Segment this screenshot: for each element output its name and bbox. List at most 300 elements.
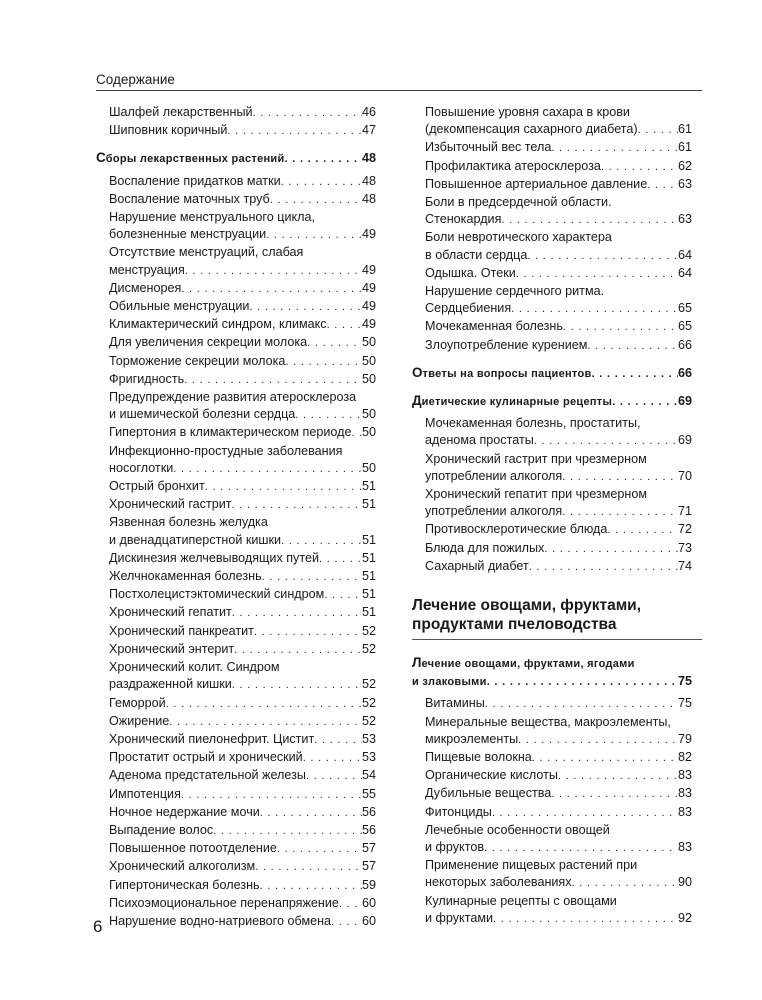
dot-leader	[516, 266, 678, 283]
toc-entry-text: Одышка. Отеки	[425, 265, 516, 280]
toc-entry-page: 51	[361, 497, 376, 512]
dot-leader	[234, 642, 362, 659]
toc-entry-row	[109, 913, 376, 931]
toc-entry-line: Хронический гастрит при чрезмерном	[425, 451, 647, 466]
toc-entry[interactable]	[412, 714, 692, 749]
toc-entry-page: 48	[361, 191, 376, 206]
section-initial: С	[96, 150, 106, 166]
toc-entry[interactable]	[96, 209, 376, 244]
toc-entry-text: (декомпенсация сахарного диабета)	[425, 122, 638, 137]
toc-entry-row	[109, 460, 376, 478]
toc-entry-title	[425, 265, 516, 282]
toc-entry-row	[109, 641, 376, 659]
toc-entry-line: Лечебные особенности овощей	[425, 822, 610, 837]
toc-entry-title	[425, 211, 501, 228]
dot-leader	[612, 394, 678, 411]
toc-entry-row	[109, 316, 376, 334]
dot-leader	[213, 823, 362, 840]
toc-entry-text: Ночное недержание мочи	[109, 804, 260, 819]
header-rule	[96, 90, 702, 91]
toc-entry-page: 49	[361, 317, 376, 332]
toc-entry-page: 51	[361, 569, 376, 584]
toc-entry-row	[425, 785, 692, 803]
dot-leader	[331, 914, 362, 931]
toc-entry-title	[109, 895, 339, 912]
toc-entry-row	[425, 265, 692, 283]
toc-entry[interactable]	[96, 443, 376, 478]
toc-entry-row	[109, 767, 376, 785]
dot-leader	[592, 366, 678, 383]
toc-entry-line: Повышение уровня сахара в крови	[425, 105, 630, 119]
section-initial: О	[412, 364, 423, 380]
dot-leader	[562, 469, 678, 486]
toc-entry-row	[425, 337, 692, 355]
toc-entry[interactable]	[96, 731, 376, 749]
toc-entry[interactable]	[412, 822, 692, 857]
dot-leader	[232, 605, 362, 622]
toc-entry-text: Злоупотребление курением	[425, 337, 588, 352]
toc-entry-row	[425, 247, 692, 265]
dot-leader	[166, 696, 362, 713]
toc-entry-title	[109, 280, 181, 297]
dot-leader	[551, 140, 678, 157]
toc-entry[interactable]	[96, 191, 376, 209]
toc-entry[interactable]	[96, 173, 376, 191]
toc-entry-page: 55	[361, 786, 376, 801]
toc-entry[interactable]	[96, 298, 376, 316]
toc-entry-text: болезненные менструации	[109, 227, 267, 242]
toc-entry-page: 47	[361, 123, 376, 138]
toc-entry[interactable]	[412, 857, 692, 892]
toc-entry-row	[109, 104, 376, 122]
toc-entry-row	[109, 371, 376, 389]
dot-leader	[558, 768, 678, 785]
toc-entry-page: 61	[677, 140, 692, 155]
toc-entry-row	[109, 226, 376, 244]
toc-entry-title	[109, 749, 303, 766]
toc-entry-row	[109, 532, 376, 550]
dot-leader	[249, 299, 362, 316]
toc-entry-title	[109, 786, 181, 803]
toc-entry-page: 83	[677, 768, 692, 783]
dot-leader	[232, 497, 362, 514]
toc-entry-page: 83	[677, 786, 692, 801]
toc-entry-title	[109, 695, 166, 712]
toc-entry-page: 64	[677, 247, 692, 262]
toc-entry[interactable]	[96, 514, 376, 549]
toc-entry-title	[109, 406, 295, 423]
toc-entry-text: Шалфей лекарственный	[109, 105, 253, 119]
toc-entry[interactable]	[412, 176, 692, 194]
toc-entry-line: Боли невротического характера	[425, 230, 612, 245]
dot-leader	[534, 433, 678, 450]
toc-entry[interactable]	[96, 280, 376, 298]
toc-entry[interactable]	[412, 695, 692, 713]
toc-entry-title	[412, 364, 592, 383]
toc-entry-line: Отсутствие менструаций, слабая	[109, 245, 304, 260]
toc-entry-row	[109, 280, 376, 298]
toc-entry-page: 49	[361, 299, 376, 314]
toc-entry-page: 64	[677, 265, 692, 280]
toc-entry[interactable]	[96, 877, 376, 895]
section-initial: Л	[412, 655, 422, 670]
toc-entry-title	[109, 767, 306, 784]
toc-entry-row	[425, 695, 692, 713]
toc-entry-title	[412, 673, 487, 691]
dot-leader	[351, 425, 362, 442]
toc-entry[interactable]	[412, 893, 692, 928]
dot-leader	[492, 805, 678, 822]
toc-entry-text: Гипертоническая болезнь	[109, 877, 260, 892]
toc-entry-page: 79	[677, 731, 692, 746]
toc-entry-text: Аденома предстательной железы	[109, 768, 306, 783]
dot-leader	[324, 587, 362, 604]
toc-entry[interactable]	[96, 659, 376, 694]
part-title	[412, 596, 702, 634]
toc-entry-page: 83	[677, 804, 692, 819]
toc-entry-row	[109, 173, 376, 191]
toc-entry-title	[109, 191, 270, 208]
toc-entry-row	[425, 468, 692, 486]
toc-entry[interactable]	[412, 283, 692, 318]
toc-entry-row	[412, 364, 692, 383]
toc-entry-text: Острый бронхит	[109, 479, 205, 494]
toc-entry-page: 60	[361, 913, 376, 928]
toc-entry-row	[109, 424, 376, 442]
section-title-rest: ечение овощами, фруктами, ягодами	[421, 658, 635, 670]
toc-entry[interactable]	[96, 604, 376, 622]
toc-entry-title	[425, 804, 492, 821]
toc-entry[interactable]	[96, 244, 376, 279]
toc-entry-text: и фруктами	[425, 910, 494, 925]
toc-entry-row	[109, 353, 376, 371]
dot-leader	[529, 559, 678, 576]
dot-leader	[277, 841, 362, 858]
toc-entry-text: Воспаление маточных труб	[109, 191, 270, 206]
toc-entry-row	[425, 300, 692, 318]
section-title-line	[412, 654, 692, 673]
toc-entry-text: Геморрой	[109, 695, 166, 710]
toc-entry-row	[425, 767, 692, 785]
toc-entry-text: Импотенция	[109, 786, 181, 801]
toc-entry-text: Фригидность	[109, 371, 185, 386]
toc-entry-text: Обильные менструации	[109, 299, 250, 314]
dot-leader	[327, 317, 362, 334]
toc-entry[interactable]	[96, 122, 376, 140]
dot-leader	[262, 569, 362, 586]
toc-entry-page: 74	[677, 558, 692, 573]
toc-entry[interactable]	[96, 478, 376, 496]
toc-entry[interactable]	[96, 786, 376, 804]
toc-entry-text: Дискинезия желчевыводящих путей	[109, 550, 320, 565]
toc-entry-title	[96, 149, 285, 168]
toc-entry-page: 62	[677, 158, 692, 173]
toc-entry[interactable]	[412, 104, 692, 139]
toc-entry-title	[109, 460, 173, 477]
toc-entry-text: и фруктов	[425, 840, 485, 855]
toc-entry-text: Выпадение волос	[109, 822, 214, 837]
toc-entry-text: Хронический панкреатит	[109, 623, 254, 638]
dot-leader	[185, 263, 362, 280]
toc-entry-row	[109, 604, 376, 622]
toc-entry-page: 52	[361, 641, 376, 656]
toc-entry-row	[425, 211, 692, 229]
toc-entry[interactable]	[412, 558, 692, 576]
toc-entry-title	[425, 176, 647, 193]
toc-entry-text: Органические кислоты	[425, 768, 558, 783]
toc-entry-title	[425, 695, 485, 712]
dot-leader	[173, 461, 362, 478]
toc-entry-page: 66	[677, 337, 692, 352]
dot-leader	[306, 768, 362, 785]
toc-entry[interactable]	[412, 265, 692, 283]
toc-entry-title	[425, 158, 601, 175]
dot-leader	[270, 192, 362, 209]
toc-entry-title	[109, 532, 281, 549]
toc-entry-row	[412, 673, 692, 691]
toc-entry[interactable]	[412, 337, 692, 355]
toc-entry-row	[109, 731, 376, 749]
toc-entry[interactable]	[96, 353, 376, 371]
toc-entry[interactable]	[96, 586, 376, 604]
toc-entry-text: Избыточный вес тела	[425, 140, 552, 155]
toc-entry-row	[425, 318, 692, 336]
toc-entry[interactable]	[412, 785, 692, 803]
toc-entry-text: Хронический гастрит	[109, 497, 232, 512]
toc-entry-text: Блюда для пожилых	[425, 540, 545, 555]
toc-entry-title	[109, 262, 185, 279]
toc-entry-row	[425, 749, 692, 767]
toc-entry-page: 53	[361, 731, 376, 746]
toc-entry[interactable]	[96, 550, 376, 568]
toc-entry-title	[109, 316, 327, 333]
toc-entry-title	[109, 731, 314, 748]
dot-leader	[484, 840, 678, 857]
dot-leader	[485, 696, 678, 713]
toc-entry[interactable]	[412, 139, 692, 157]
toc-entry-page: 69	[677, 433, 692, 448]
toc-entry[interactable]	[96, 913, 376, 931]
toc-entry-text: Дубильные вещества	[425, 786, 552, 801]
toc-entry-page: 69	[677, 394, 692, 409]
toc-entry-line: Применение пищевых растений при	[425, 858, 638, 873]
dot-leader	[181, 281, 362, 298]
dot-leader	[647, 177, 678, 194]
dot-leader	[260, 878, 362, 895]
toc-entry-title	[425, 247, 527, 264]
toc-entry[interactable]	[96, 568, 376, 586]
toc-entry[interactable]	[412, 749, 692, 767]
toc-entry-title	[425, 318, 563, 335]
dot-leader	[285, 151, 362, 168]
toc-entry[interactable]	[96, 641, 376, 659]
toc-entry-page: 90	[677, 875, 692, 890]
toc-entry-row	[425, 521, 692, 539]
toc-entry-line: Язвенная болезнь желудка	[109, 515, 268, 530]
toc-entry-row	[109, 478, 376, 496]
toc-entry[interactable]	[96, 858, 376, 876]
toc-entry-text: Хронический алкоголизм	[109, 859, 256, 874]
dot-leader	[544, 541, 678, 558]
toc-entry-text: Пищевые волокна	[425, 750, 532, 765]
toc-entry[interactable]	[96, 804, 376, 822]
toc-entry-row	[109, 298, 376, 316]
toc-entry[interactable]	[412, 318, 692, 336]
toc-entry-page: 61	[677, 122, 692, 137]
toc-entry-title	[109, 496, 232, 513]
toc-section[interactable]	[96, 149, 376, 168]
toc-entry-page: 48	[361, 151, 376, 166]
toc-entry[interactable]	[96, 623, 376, 641]
toc-entry[interactable]	[412, 767, 692, 785]
toc-entry[interactable]	[96, 371, 376, 389]
toc-entry-title	[425, 139, 551, 156]
toc-entry-line: Хронический колит. Синдром	[109, 660, 280, 675]
dot-leader	[254, 624, 362, 641]
toc-entry-row	[425, 176, 692, 194]
toc-entry-page: 66	[677, 365, 692, 380]
toc-entry-title	[109, 623, 254, 640]
part-title-line: продуктами пчеловодства	[412, 616, 617, 633]
toc-entry[interactable]	[96, 749, 376, 767]
toc-entry-page: 49	[361, 227, 376, 242]
toc-entry-page: 50	[361, 407, 376, 422]
dot-leader	[601, 159, 678, 176]
toc-entry-page: 53	[361, 750, 376, 765]
dot-leader	[260, 805, 362, 822]
toc-entry-row	[109, 877, 376, 895]
toc-entry-row	[109, 623, 376, 641]
toc-entry-title	[109, 604, 232, 621]
toc-entry-row	[109, 568, 376, 586]
toc-entry-page: 59	[361, 877, 376, 892]
toc-entry-page: 56	[361, 822, 376, 837]
toc-entry-row	[425, 121, 692, 139]
toc-entry[interactable]	[412, 229, 692, 264]
toc-entry-text: Психоэмоциональное перенапряжение	[109, 895, 339, 910]
toc-entry-row	[109, 895, 376, 913]
toc-entry[interactable]	[96, 389, 376, 424]
toc-entry[interactable]	[96, 840, 376, 858]
toc-entry-title	[109, 226, 266, 243]
dot-leader	[638, 122, 678, 139]
toc-entry-row	[425, 503, 692, 521]
toc-entry-text: Витамины	[425, 696, 485, 711]
dot-leader	[587, 338, 678, 355]
dot-leader	[572, 875, 678, 892]
toc-entry[interactable]	[96, 104, 376, 122]
toc-entry-line: Минеральные вещества, макроэлементы,	[425, 714, 671, 729]
section-title-rest: иетические кулинарные рецепты	[421, 396, 613, 409]
toc-entry[interactable]	[412, 194, 692, 229]
toc-entry-title	[425, 749, 532, 766]
toc-entry[interactable]	[412, 521, 692, 539]
toc-entry[interactable]	[96, 822, 376, 840]
toc-entry-text: менструация	[109, 262, 185, 277]
toc-entry-row	[109, 695, 376, 713]
toc-entry[interactable]	[96, 767, 376, 785]
dot-leader	[227, 123, 362, 140]
toc-entry-line: Кулинарные рецепты с овощами	[425, 893, 617, 908]
toc-entry-page: 51	[361, 550, 376, 565]
toc-entry-text: Хронический пиелонефрит. Цистит	[109, 731, 315, 746]
toc-entry-page: 63	[677, 176, 692, 191]
dot-leader	[314, 732, 362, 749]
toc-entry-text: и ишемической болезни сердца	[109, 407, 296, 422]
dot-leader	[281, 174, 362, 191]
toc-entry-text: в области сердца	[425, 247, 528, 262]
part-title-line: Лечение овощами, фруктами,	[412, 597, 642, 614]
dot-leader	[562, 504, 678, 521]
toc-entry-page: 82	[677, 750, 692, 765]
toc-entry[interactable]	[412, 540, 692, 558]
toc-section[interactable]	[412, 654, 692, 691]
dot-leader	[266, 227, 362, 244]
toc-section[interactable]	[412, 364, 692, 383]
toc-entry[interactable]	[412, 415, 692, 450]
toc-entry-line: Мочекаменная болезнь, простатиты,	[425, 416, 641, 431]
toc-entry-row	[412, 392, 692, 411]
toc-entry-title	[425, 785, 551, 802]
toc-entry-line: Боли в предсердечной области.	[425, 195, 612, 210]
dot-leader	[487, 674, 678, 691]
dot-leader	[532, 750, 678, 767]
toc-entry-title	[425, 767, 558, 784]
toc-entry-page: 51	[361, 587, 376, 602]
toc-entry-page: 65	[677, 319, 692, 334]
dot-leader	[501, 212, 678, 229]
toc-entry-row	[109, 804, 376, 822]
toc-entry[interactable]	[96, 895, 376, 913]
toc-entry[interactable]	[412, 451, 692, 486]
toc-entry-text: употреблении алкоголя	[425, 468, 563, 483]
dot-leader	[232, 677, 362, 694]
toc-entry-text: Нарушение водно-натриевого обмена	[109, 913, 332, 928]
toc-entry-text: Хронический энтерит	[109, 641, 235, 656]
dot-leader	[255, 859, 362, 876]
toc-entry-title	[109, 353, 285, 370]
toc-entry-page: 49	[361, 262, 376, 277]
toc-entry-row	[425, 804, 692, 822]
toc-entry-page: 60	[361, 895, 376, 910]
toc-entry-page: 46	[361, 105, 376, 119]
toc-entry-row	[96, 149, 376, 168]
toc-entry-title	[109, 568, 262, 585]
toc-entry[interactable]	[96, 424, 376, 442]
toc-entry-text: Дисменорея	[109, 280, 182, 295]
toc-entry[interactable]	[96, 695, 376, 713]
dot-leader	[563, 319, 678, 336]
toc-entry[interactable]	[412, 486, 692, 521]
toc-entry[interactable]	[96, 496, 376, 514]
dot-leader	[551, 786, 678, 803]
toc-entry-title	[425, 910, 493, 927]
toc-entry-text: и двенадцатиперстной кишки	[109, 532, 282, 547]
toc-entry[interactable]	[412, 158, 692, 176]
toc-entry-page: 71	[677, 504, 692, 519]
toc-entry-page: 48	[361, 173, 376, 188]
toc-entry[interactable]	[96, 316, 376, 334]
toc-section[interactable]	[412, 392, 692, 411]
toc-entry-row	[109, 840, 376, 858]
toc-right-column-top	[412, 104, 692, 576]
toc-entry[interactable]	[96, 334, 376, 352]
toc-entry[interactable]	[96, 713, 376, 731]
toc-entry-page: 70	[677, 468, 692, 483]
dot-leader	[184, 372, 362, 389]
toc-entry[interactable]	[412, 804, 692, 822]
toc-entry-text: Сахарный диабет	[425, 558, 529, 573]
